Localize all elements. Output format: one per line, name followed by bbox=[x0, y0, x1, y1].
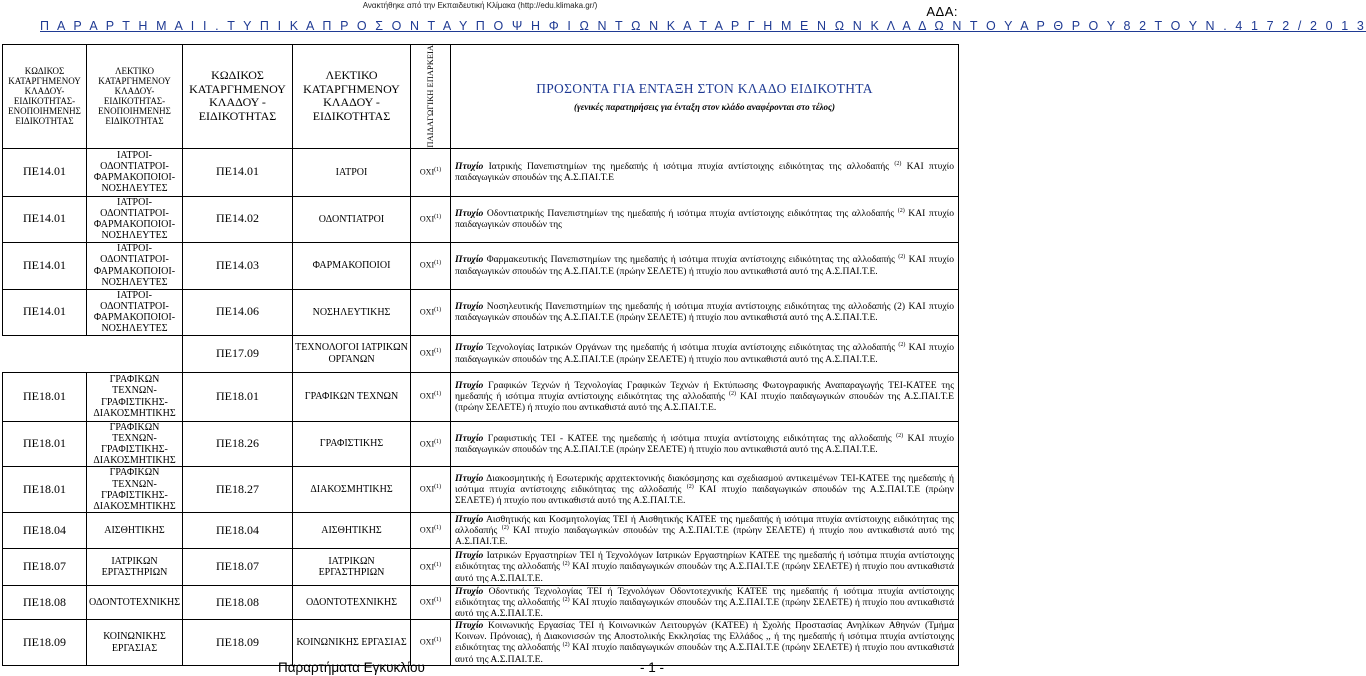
qualification-footnote: (2) bbox=[562, 642, 570, 649]
branch-code bbox=[183, 620, 293, 665]
branch-code bbox=[183, 586, 293, 620]
old-label-text: ΓΡΑΦΙΚΩΝ ΤΕΧΝΩΝ- ΓΡΑΦΙΣΤΙΚΗΣ- ΔΙΑΚΟΣΜΗΤΙΚΗΣ bbox=[93, 467, 176, 512]
old-code bbox=[3, 620, 87, 665]
branch-label bbox=[293, 372, 411, 421]
qualification-tail: ΚΑΙ πτυχίο παιδαγωγικών σπουδών της Α.Σ.ΠΑΙ.Τ.Ε (πρώην ΣΕΛΕΤΕ) ή πτυχίο που αντικαθιστά αυτό της Α.Σ.ΠΑΙ.Τ.Ε. bbox=[455, 484, 954, 507]
qualification-body: Φαρμακευτικής Πανεπιστημίων της ημεδαπής ή ισότιμα πτυχία αντίστοιχης ειδικότητας της αλλοδαπής bbox=[483, 254, 899, 266]
pedagogical-adequacy bbox=[411, 242, 451, 289]
qualification-footnote: (2) bbox=[501, 524, 509, 531]
old-label bbox=[87, 549, 183, 586]
pedagogical-adequacy-footnote: (1) bbox=[434, 306, 442, 313]
pedagogical-adequacy-text: ΟΧΙ bbox=[419, 637, 435, 647]
qualification-tail: ΚΑΙ πτυχίο παιδαγωγικών σπουδών της Α.Σ.ΠΑΙ.Τ.Ε (πρώην ΣΕΛΕΤΕ) ή πτυχίο που αντικαθιστά αυτό της Α.Σ.ΠΑΙ.Τ.Ε. bbox=[455, 525, 955, 548]
qualification-lead: Πτυχίο bbox=[455, 473, 484, 485]
qualification-text bbox=[451, 242, 959, 289]
qualification-body: Νοσηλευτικής Πανεπιστημίων της ημεδαπής ή ισότιμα πτυχία αντίστοιχης ειδικότητας της αλλοδαπής (2) ΚΑΙ πτυχίο παιδαγωγικών σπουδών της Α.Σ.ΠΑΙ.Τ.Ε (πρώην ΣΕΛΕΤΕ) ή πτυχίο που αντικαθιστά αυτό της Α.Σ.ΠΑΙ.Τ.Ε. bbox=[455, 300, 954, 324]
header-col6 bbox=[451, 45, 959, 149]
old-code bbox=[3, 148, 87, 196]
branch-code-text: ΠΕ18.07 bbox=[216, 559, 259, 574]
pedagogical-adequacy-footnote: (1) bbox=[434, 438, 442, 445]
qualification-tail: ΚΑΙ πτυχίο παιδαγωγικών σπουδών της Α.Σ.ΠΑΙ.Τ.Ε (πρώην ΣΕΛΕΤΕ) ή πτυχίο που αντικαθιστά αυτό της Α.Σ.ΠΑΙ.Τ.Ε. bbox=[455, 561, 954, 584]
old-label-text: ΙΑΤΡΙΚΩΝ ΕΡΓΑΣΤΗΡΙΩΝ bbox=[101, 555, 168, 579]
branch-label bbox=[293, 620, 411, 665]
old-label-text: ΑΙΣΘΗΤΙΚΗΣ bbox=[104, 525, 165, 536]
pedagogical-adequacy-footnote: (1) bbox=[434, 637, 442, 644]
qualification-tail: ΚΑΙ πτυχίο παιδαγωγικών σπουδών της Α.Σ.ΠΑΙ.Τ.Ε (πρώην ΣΕΛΕΤΕ) ή πτυχίο που αντικαθιστά αυτό της Α.Σ.ΠΑΙ.Τ.Ε. bbox=[455, 391, 954, 414]
qualification-body: Διακοσμητικής ή Εσωτερικής αρχιτεκτονικής διακόσμησης και σχεδιασμού αντικειμένων ΤΕΙ-ΚΑΤΕΕ της ημεδαπής ή ισότιμα πτυχία αντίστοιχης ειδικότητας της αλλοδαπής bbox=[455, 473, 954, 496]
branch-code-text: ΠΕ18.26 bbox=[216, 436, 259, 451]
pedagogical-adequacy-footnote: (1) bbox=[434, 348, 442, 355]
old-label-text: ΙΑΤΡΟΙ- ΟΔΟΝΤΙΑΤΡΟΙ- ΦΑΡΜΑΚΟΠΟΙΟΙ- ΝΟΣΗΛΕΥΤΕΣ bbox=[93, 243, 176, 288]
old-code-text: ΠΕ18.07 bbox=[23, 559, 66, 574]
qualification-footnote: (2) bbox=[686, 484, 694, 491]
old-label bbox=[87, 586, 183, 620]
table-row bbox=[3, 289, 959, 335]
old-code bbox=[3, 196, 87, 242]
branch-code bbox=[183, 467, 293, 513]
qualification-footnote: (2) bbox=[898, 254, 906, 261]
table-row bbox=[3, 372, 959, 421]
qualification-text bbox=[451, 289, 959, 335]
old-code bbox=[3, 289, 87, 335]
qualification-body: Ιατρικών Εργαστηρίων ΤΕΙ ή Τεχνολόγων Ιατρικών Εργαστηρίων ΚΑΤΕΕ της ημεδαπής ή ισότιμα πτυχία αντίστοιχης ειδικότητας της αλλοδαπής bbox=[455, 550, 954, 573]
old-code-text: ΠΕ18.01 bbox=[23, 436, 66, 451]
branch-label bbox=[293, 335, 411, 372]
old-label-text: ΓΡΑΦΙΚΩΝ ΤΕΧΝΩΝ- ΓΡΑΦΙΣΤΙΚΗΣ- ΔΙΑΚΟΣΜΗΤΙΚΗΣ bbox=[93, 374, 176, 419]
qualification-text bbox=[451, 549, 959, 586]
qualification-footnote: (2) bbox=[562, 561, 570, 568]
branch-code-text: ΠΕ18.08 bbox=[216, 595, 259, 610]
old-code-text: ΠΕ18.09 bbox=[23, 634, 66, 649]
qualification-tail: ΚΑΙ πτυχίο παιδαγωγικών σπουδών της Α.Σ.ΠΑΙ.Τ.Ε (πρώην ΣΕΛΕΤΕ) ή πτυχίο που αντικαθιστά αυτό της Α.Σ.ΠΑΙ.Τ.Ε. bbox=[455, 597, 954, 620]
pedagogical-adequacy-footnote: (1) bbox=[434, 260, 442, 267]
qualification-lead: Πτυχίο bbox=[455, 342, 484, 354]
pedagogical-adequacy-text: ΟΧΙ bbox=[419, 439, 435, 449]
branch-label-text: ΓΡΑΦΙΣΤΙΚΗΣ bbox=[319, 438, 384, 450]
branch-label-text: ΤΕΧΝΟΛΟΓΟΙ ΙΑΤΡΙΚΩΝ ΟΡΓΑΝΩΝ bbox=[295, 342, 408, 365]
branch-label-text: ΑΙΣΘΗΤΙΚΗΣ bbox=[321, 525, 382, 536]
pedagogical-adequacy-footnote: (1) bbox=[434, 391, 442, 398]
old-code bbox=[3, 549, 87, 586]
qualification-text bbox=[451, 196, 959, 242]
qualification-footnote: (2) bbox=[897, 207, 905, 214]
qualification-text bbox=[451, 335, 959, 372]
ada-label: ΑΔΑ: bbox=[926, 4, 958, 19]
pedagogical-adequacy-text: ΟΧΙ bbox=[419, 214, 435, 224]
pedagogical-adequacy-footnote: (1) bbox=[434, 213, 442, 220]
pedagogical-adequacy bbox=[411, 335, 451, 372]
branch-label bbox=[293, 242, 411, 289]
pedagogical-adequacy bbox=[411, 620, 451, 665]
branch-label bbox=[293, 513, 411, 549]
branch-code-text: ΠΕ14.02 bbox=[216, 211, 259, 226]
old-label bbox=[87, 421, 183, 467]
old-label-text: ΟΔΟΝΤΟΤΕΧΝΙΚΗΣ bbox=[89, 597, 181, 609]
header-col5 bbox=[411, 45, 451, 149]
pedagogical-adequacy-text: ΟΧΙ bbox=[419, 485, 435, 495]
table-row bbox=[3, 549, 959, 586]
pedagogical-adequacy-text: ΟΧΙ bbox=[419, 307, 435, 317]
pedagogical-adequacy-footnote: (1) bbox=[434, 597, 442, 604]
old-code-text: ΠΕ18.08 bbox=[23, 595, 66, 610]
branch-code bbox=[183, 242, 293, 289]
table-row bbox=[3, 620, 959, 665]
branch-label-text: ΦΑΡΜΑΚΟΠΟΙΟΙ bbox=[312, 260, 391, 271]
header-col6-subtitle: (γενικές παρατηρήσεις για ένταξη στον κλάδο αναφέρονται στο τέλος) bbox=[573, 101, 836, 112]
table-row bbox=[3, 196, 959, 242]
qualification-lead: Πτυχίο bbox=[455, 513, 484, 525]
old-code-text: ΠΕ18.01 bbox=[23, 388, 66, 403]
qualification-text bbox=[451, 467, 959, 513]
branch-label-text: ΙΑΤΡΙΚΩΝ ΕΡΓΑΣΤΗΡΙΩΝ bbox=[318, 555, 385, 579]
qualification-tail: ΚΑΙ πτυχίο παιδαγωγικών σπουδών της Α.Σ.ΠΑΙ.Τ.Ε (πρώην ΣΕΛΕΤΕ) ή πτυχίο που αντικαθιστά αυτό της Α.Σ.ΠΑΙ.Τ.Ε. bbox=[455, 642, 954, 665]
old-code-text: ΠΕ18.01 bbox=[23, 482, 66, 496]
qualification-tail: ΚΑΙ πτυχίο παιδαγωγικών σπουδών της bbox=[455, 208, 954, 231]
qualification-footnote: (2) bbox=[562, 597, 570, 604]
qualification-lead: Πτυχίο bbox=[455, 433, 484, 445]
qualification-text bbox=[451, 513, 959, 549]
header-col6-title: ΠΡΟΣΟΝΤΑ ΓΙΑ ΕΝΤΑΞΗ ΣΤΟΝ ΚΛΑΔΟ ΕΙΔΙΚΟΤΗΤΑ bbox=[536, 80, 873, 96]
old-label bbox=[87, 148, 183, 196]
old-label-text: ΙΑΤΡΟΙ- ΟΔΟΝΤΙΑΤΡΟΙ- ΦΑΡΜΑΚΟΠΟΙΟΙ- ΝΟΣΗΛΕΥΤΕΣ bbox=[93, 149, 176, 195]
qualification-tail: ΚΑΙ πτυχίο παιδαγωγικών σπουδών της Α.Σ.ΠΑΙ.Τ.Ε bbox=[455, 161, 954, 184]
page-title: Π Α Ρ Α Ρ Τ Η Μ Α I I . Τ Υ Π Ι Κ Α Π Ρ Ο Σ Ο Ν Τ Α Υ Π Ο Ψ Η Φ Ι Ω Ν Τ Ω Ν Κ Α Τ Α Ρ Γ Η Μ Ε Ν Ω Ν Κ Λ Α Δ Ω Ν Τ Ο Υ Α Ρ Θ Ρ Ο Υ 8 2 Τ Ο Υ Ν . 4 1 7 2 / 2 0 1 3 bbox=[40, 19, 1366, 33]
old-label bbox=[87, 467, 183, 513]
branch-code bbox=[183, 372, 293, 421]
pedagogical-adequacy-footnote: (1) bbox=[434, 525, 442, 532]
branch-label bbox=[293, 196, 411, 242]
branch-code-text: ΠΕ18.01 bbox=[216, 388, 259, 403]
branch-label-text: ΚΟΙΝΩΝΙΚΗΣ ΕΡΓΑΣΙΑΣ bbox=[296, 636, 407, 648]
qualification-text bbox=[451, 586, 959, 620]
qualification-text bbox=[451, 372, 959, 421]
pedagogical-adequacy-footnote: (1) bbox=[434, 484, 442, 491]
old-code bbox=[3, 335, 87, 372]
pedagogical-adequacy-text: ΟΧΙ bbox=[419, 525, 435, 535]
branch-label-text: ΟΔΟΝΤΟΤΕΧΝΙΚΗΣ bbox=[305, 597, 398, 609]
pedagogical-adequacy bbox=[411, 148, 451, 196]
old-code bbox=[3, 586, 87, 620]
branch-label-text: ΓΡΑΦΙΚΩΝ ΤΕΧΝΩΝ bbox=[304, 391, 399, 402]
qualification-text bbox=[451, 421, 959, 467]
old-code bbox=[3, 242, 87, 289]
pedagogical-adequacy bbox=[411, 467, 451, 513]
branch-code bbox=[183, 335, 293, 372]
branch-code-text: ΠΕ18.04 bbox=[216, 522, 259, 537]
old-label-text: ΚΟΙΝΩΝΙΚΗΣ ΕΡΓΑΣΙΑΣ bbox=[103, 631, 166, 654]
qualification-lead: Πτυχίο bbox=[455, 208, 484, 220]
qualification-lead: Πτυχίο bbox=[455, 254, 484, 266]
old-label bbox=[87, 372, 183, 421]
qualification-body: Ιατρικής Πανεπιστημίων της ημεδαπής ή ισότιμα πτυχία αντίστοιχης ειδικότητας της αλλοδαπής bbox=[483, 161, 895, 173]
branch-label-text: ΙΑΤΡΟΙ bbox=[335, 166, 368, 178]
pedagogical-adequacy-text: ΟΧΙ bbox=[419, 562, 435, 572]
page-number: - 1 - bbox=[640, 660, 665, 675]
qualification-tail: ΚΑΙ πτυχίο παιδαγωγικών σπουδών της Α.Σ.ΠΑΙ.Τ.Ε (πρώην ΣΕΛΕΤΕ) ή πτυχίο που αντικαθιστά αυτό της Α.Σ.ΠΑΙ.Τ.Ε. bbox=[455, 342, 954, 365]
branch-code bbox=[183, 196, 293, 242]
pedagogical-adequacy-text: ΟΧΙ bbox=[419, 598, 435, 608]
qualification-lead: Πτυχίο bbox=[455, 550, 484, 562]
branch-code bbox=[183, 513, 293, 549]
old-code-text: ΠΕ18.04 bbox=[23, 522, 66, 537]
old-label bbox=[87, 620, 183, 665]
old-code bbox=[3, 513, 87, 549]
branch-code bbox=[183, 421, 293, 467]
qualification-body: Οδοντιατρικής Πανεπιστημίων της ημεδαπής ή ισότιμα πτυχία αντίστοιχης ειδικότητας της αλλοδαπής bbox=[483, 208, 898, 220]
qualification-tail: ΚΑΙ πτυχίο παιδαγωγικών σπουδών της Α.Σ.ΠΑΙ.Τ.Ε (πρώην ΣΕΛΕΤΕ) ή πτυχίο που αντικαθιστά αυτό της Α.Σ.ΠΑΙ.Τ.Ε. bbox=[455, 433, 954, 456]
old-code-text: ΠΕ14.01 bbox=[23, 211, 66, 226]
branch-code-text: ΠΕ17.09 bbox=[216, 345, 259, 360]
table-row bbox=[3, 467, 959, 513]
pedagogical-adequacy bbox=[411, 513, 451, 549]
table-row bbox=[3, 148, 959, 196]
pedagogical-adequacy-text: ΟΧΙ bbox=[419, 260, 435, 270]
pedagogical-adequacy bbox=[411, 549, 451, 586]
branch-code-text: ΠΕ14.01 bbox=[216, 164, 259, 179]
pedagogical-adequacy-text: ΟΧΙ bbox=[419, 348, 435, 358]
pedagogical-adequacy-footnote: (1) bbox=[434, 166, 442, 173]
branch-label bbox=[293, 586, 411, 620]
old-label bbox=[87, 242, 183, 289]
table-row bbox=[3, 242, 959, 289]
header-col2: ΛΕΚΤΙΚΟ ΚΑΤΑΡΓΗΜΕΝΟΥ ΚΛΑΔΟΥ- ΕΙΔΙΚΟΤΗΤΑΣ- ΕΝΟΠΟΙΗΜΕΝΗΣ ΕΙΔΙΚΟΤΗΤΑΣ bbox=[87, 45, 183, 149]
pedagogical-adequacy bbox=[411, 372, 451, 421]
branch-code bbox=[183, 289, 293, 335]
branch-code-text: ΠΕ14.06 bbox=[216, 304, 259, 319]
table-row bbox=[3, 513, 959, 549]
table-row bbox=[3, 586, 959, 620]
footer-label: Παραρτήματα Εγκυκλίου bbox=[278, 660, 425, 675]
qualification-text bbox=[451, 620, 959, 665]
old-label-text: ΙΑΤΡΟΙ- ΟΔΟΝΤΙΑΤΡΟΙ- ΦΑΡΜΑΚΟΠΟΙΟΙ- ΝΟΣΗΛΕΥΤΕΣ bbox=[93, 196, 176, 242]
qualification-lead: Πτυχίο bbox=[455, 586, 484, 598]
qualification-lead: Πτυχίο bbox=[455, 620, 484, 632]
pedagogical-adequacy-text: ΟΧΙ bbox=[419, 391, 435, 401]
branch-code-text: ΠΕ18.09 bbox=[216, 634, 259, 649]
header-col3: ΚΩΔΙΚΟΣ ΚΑΤΑΡΓΗΜΕΝΟΥ ΚΛΑΔΟΥ - ΕΙΔΙΚΟΤΗΤΑΣ bbox=[183, 45, 293, 149]
branch-label-text: ΔΙΑΚΟΣΜΗΤΙΚΗΣ bbox=[310, 484, 393, 496]
qualification-footnote: (2) bbox=[898, 342, 906, 349]
old-label-text: ΓΡΑΦΙΚΩΝ ΤΕΧΝΩΝ- ΓΡΑΦΙΣΤΙΚΗΣ- ΔΙΑΚΟΣΜΗΤΙΚΗΣ bbox=[93, 421, 176, 467]
qualification-body: Τεχνολογίας Ιατρικών Οργάνων της ημεδαπής ή ισότιμα πτυχία αντίστοιχης ειδικότητας της αλλοδαπής bbox=[483, 342, 899, 354]
pedagogical-adequacy-text: ΟΧΙ bbox=[419, 167, 435, 177]
table-row bbox=[3, 421, 959, 467]
branch-code-text: ΠΕ14.03 bbox=[216, 257, 259, 272]
old-code-text: ΠΕ14.01 bbox=[23, 257, 66, 272]
branch-label bbox=[293, 289, 411, 335]
pedagogical-adequacy-footnote: (1) bbox=[434, 561, 442, 568]
header-col1: ΚΩΔΙΚΟΣ ΚΑΤΑΡΓΗΜΕΝΟΥ ΚΛΑΔΟΥ- ΕΙΔΙΚΟΤΗΤΑΣ- ΕΝΟΠΟΙΗΜΕΝΗΣ ΕΙΔΙΚΟΤΗΤΑΣ bbox=[3, 45, 87, 149]
qualification-footnote: (2) bbox=[728, 390, 736, 397]
qualification-body: Γραφιστικής ΤΕΙ - ΚΑΤΕΕ της ημεδαπής ή ισότιμα πτυχία αντίστοιχης ειδικότητας της αλλοδαπής bbox=[483, 433, 897, 445]
old-label-text: ΙΑΤΡΟΙ- ΟΔΟΝΤΙΑΤΡΟΙ- ΦΑΡΜΑΚΟΠΟΙΟΙ- ΝΟΣΗΛΕΥΤΕΣ bbox=[93, 289, 176, 335]
old-label bbox=[87, 335, 183, 372]
old-label bbox=[87, 196, 183, 242]
old-label bbox=[87, 289, 183, 335]
old-code-text: ΠΕ14.01 bbox=[23, 164, 66, 179]
branch-label-text: ΟΔΟΝΤΙΑΤΡΟΙ bbox=[318, 213, 385, 225]
pedagogical-adequacy bbox=[411, 289, 451, 335]
branch-label-text: ΝΟΣΗΛΕΥΤΙΚΗΣ bbox=[312, 306, 391, 318]
header-col5-text: ΠΑΙΔΑΓΩΓΙΚΗ ΕΠΑΡΚΕΙΑ bbox=[424, 45, 435, 148]
qualifications-table bbox=[2, 44, 959, 666]
branch-code bbox=[183, 148, 293, 196]
qualification-lead: Πτυχίο bbox=[455, 300, 484, 312]
qualification-footnote: (2) bbox=[896, 432, 904, 439]
old-label bbox=[87, 513, 183, 549]
branch-label bbox=[293, 148, 411, 196]
qualification-text bbox=[451, 148, 959, 196]
qualification-body: Κοινωνικής Εργασίας ΤΕΙ ή Κοινωνικών Λειτουργών (ΚΑΤΕΕ) ή Σχολής Προστασίας Ανηλίκων Αθηνών (Τμήμα Κοινων. Πρόνοιας), ή Διακονισσών της Αποστολικής Εκκλησίας της Ελλάδος ,, ή της ημεδαπής ή ισότιμα πτυχία αντίστοιχης ειδικότητας της αλλοδαπής bbox=[455, 620, 954, 654]
qualification-footnote: (2) bbox=[894, 160, 902, 167]
old-code-text: ΠΕ14.01 bbox=[23, 304, 66, 319]
table-row bbox=[3, 335, 959, 372]
old-code bbox=[3, 467, 87, 513]
qualification-lead: Πτυχίο bbox=[455, 379, 484, 391]
branch-code bbox=[183, 549, 293, 586]
source-note: Ανακτήθηκε από την Εκπαιδευτική Κλίμακα (http://edu.klimaka.gr/) bbox=[362, 1, 598, 10]
qualification-body: Γραφικών Τεχνών ή Τεχνολογίας Γραφικών Τεχνών ή Εκτύπωσης Φωτογραφικής Αναπαραγωγής ΤΕΙ-ΚΑΤΕΕ της ημεδαπής ή ισότιμα πτυχία αντίστοιχης ειδικότητας της αλλοδαπής bbox=[455, 379, 954, 403]
pedagogical-adequacy bbox=[411, 421, 451, 467]
header-col4: ΛΕΚΤΙΚΟ ΚΑΤΑΡΓΗΜΕΝΟΥ ΚΛΑΔΟΥ - ΕΙΔΙΚΟΤΗΤΑΣ bbox=[293, 45, 411, 149]
old-code bbox=[3, 421, 87, 467]
qualification-tail: ΚΑΙ πτυχίο παιδαγωγικών σπουδών της Α.Σ.ΠΑΙ.Τ.Ε (πρώην ΣΕΛΕΤΕ) ή πτυχίο που αντικαθιστά αυτό της Α.Σ.ΠΑΙ.Τ.Ε. bbox=[455, 254, 955, 277]
qualification-body: Αισθητικής και Κοσμητολογίας ΤΕΙ ή Αισθητικής ΚΑΤΕΕ της ημεδαπής ή ισότιμα πτυχία αντίστοιχης ειδικότητας της αλλοδαπής bbox=[455, 513, 954, 537]
branch-label bbox=[293, 467, 411, 513]
pedagogical-adequacy bbox=[411, 586, 451, 620]
branch-label bbox=[293, 421, 411, 467]
branch-code-text: ΠΕ18.27 bbox=[216, 482, 259, 496]
branch-label bbox=[293, 549, 411, 586]
pedagogical-adequacy bbox=[411, 196, 451, 242]
qualification-lead: Πτυχίο bbox=[455, 161, 484, 173]
qualification-body: Οδοντικής Τεχνολογίας ΤΕΙ ή Τεχνολόγων Οδοντοτεχνικής ΚΑΤΕΕ της ημεδαπής ή ισότιμα πτυχία αντίστοιχης ειδικότητας της αλλοδαπής bbox=[455, 586, 954, 609]
old-code bbox=[3, 372, 87, 421]
